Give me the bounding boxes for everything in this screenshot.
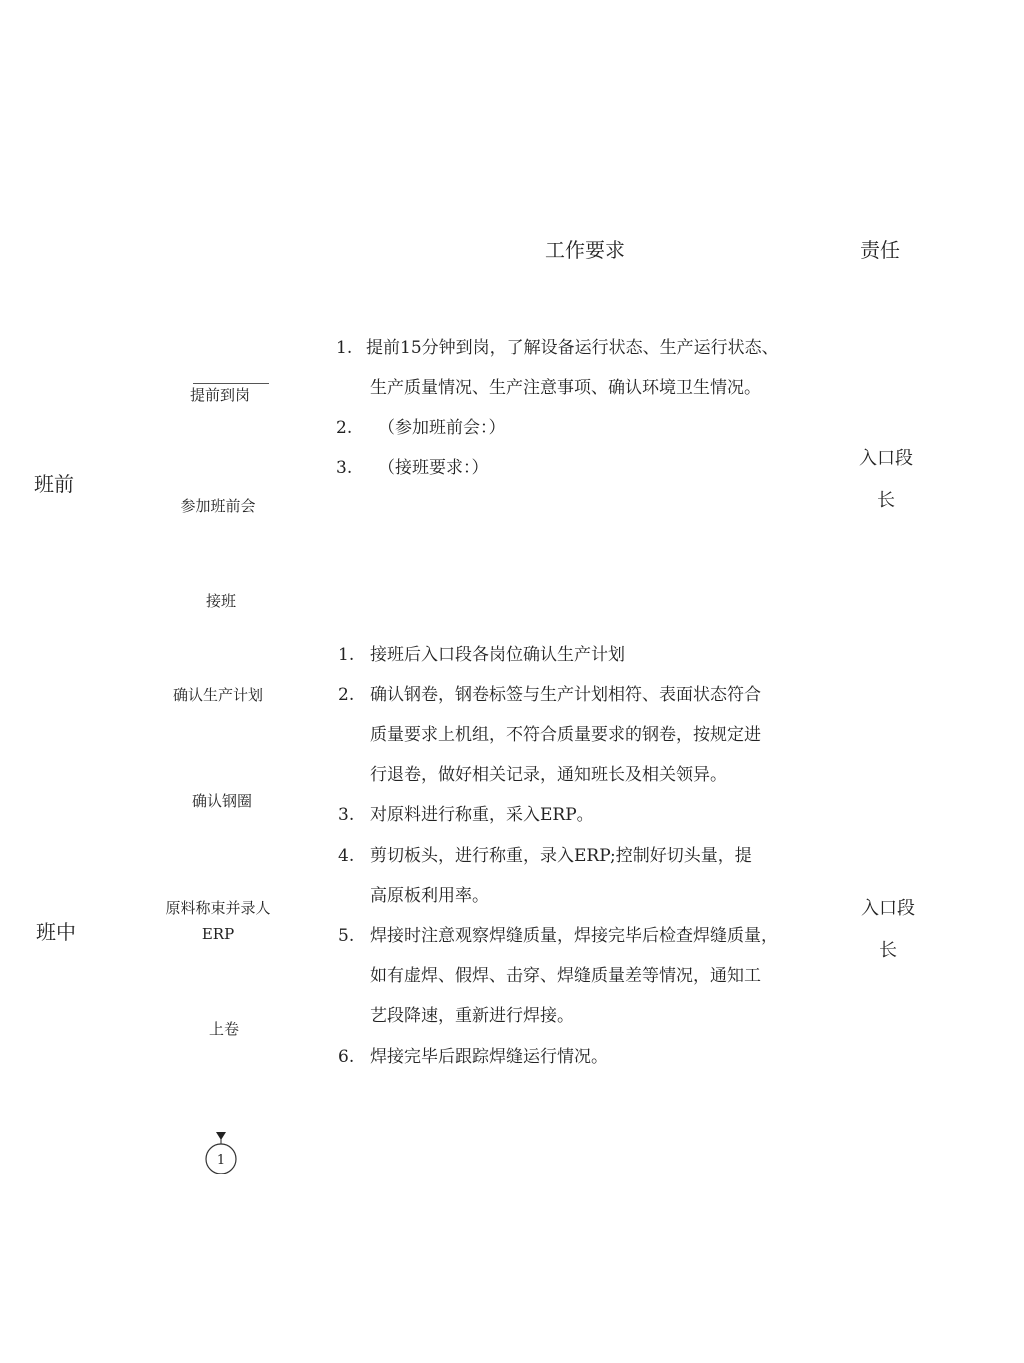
item-text: 剪切板头，进行称重，录入ERP;控制好切头量，提 bbox=[370, 846, 752, 866]
item-text: 接班后入口段各岗位确认生产计划 bbox=[370, 645, 625, 665]
page-connector-icon bbox=[204, 1130, 240, 1174]
item-number: 2. bbox=[336, 418, 353, 438]
item-text: （接班要求：） bbox=[378, 458, 489, 478]
item-number: 2. bbox=[338, 685, 355, 705]
item-text: （参加班前会：） bbox=[378, 418, 506, 438]
step-load-coil: 上卷 bbox=[208, 1020, 239, 1038]
item-number: 5. bbox=[338, 926, 355, 946]
item-text: 艺段降速，重新进行焊接。 bbox=[370, 1006, 574, 1026]
item-text: 质量要求上机组，不符合质量要求的钢卷，按规定进 bbox=[370, 725, 761, 745]
responsible-mid-shift: 入口段长 bbox=[861, 898, 915, 961]
item-text: 如有虚焊、假焊、击穿、焊缝质量差等情况，通知工 bbox=[370, 966, 761, 986]
step-confirm-plan: 确认生产计划 bbox=[172, 686, 263, 704]
item-text: 焊接完毕后跟踪焊缝运行情况。 bbox=[370, 1047, 608, 1067]
responsible-pre-shift: 入口段长 bbox=[859, 448, 913, 511]
responsibility-header: 责任 bbox=[860, 238, 900, 262]
item-text: 焊接时注意观察焊缝质量，焊接完毕后检查焊缝质量， bbox=[370, 926, 778, 946]
item-text: 行退卷，做好相关记录，通知班长及相关领异。 bbox=[370, 765, 727, 785]
item-text: 提前15分钟到岗，了解设备运行状态、生产运行状态、 bbox=[366, 338, 779, 358]
step-pre-shift-meeting: 参加班前会 bbox=[180, 497, 256, 515]
item-number: 3. bbox=[338, 805, 355, 825]
step-arrive-early: 提前到岗 bbox=[189, 386, 250, 404]
item-text: 确认钢卷，钢卷标签与生产计划相符、表面状态符合 bbox=[370, 685, 761, 705]
item-text: 高原板利用率。 bbox=[370, 886, 489, 906]
item-number: 3. bbox=[336, 458, 353, 478]
item-text: 生产质量情况、生产注意事项、确认环境卫生情况。 bbox=[370, 378, 761, 398]
item-number: 1. bbox=[338, 645, 355, 665]
step-take-over-shift: 接班 bbox=[205, 592, 236, 610]
item-number: 1. bbox=[336, 338, 353, 358]
step-weigh-and-record: 原料称束并录人ERP bbox=[165, 899, 271, 943]
phase-pre-shift: 班前 bbox=[34, 472, 74, 496]
connector-label: 1 bbox=[216, 1153, 226, 1168]
requirements-header: 工作要求 bbox=[545, 238, 625, 262]
step-confirm-coil: 确认钢圈 bbox=[191, 792, 252, 810]
item-number: 4. bbox=[338, 846, 355, 866]
phase-mid-shift: 班中 bbox=[36, 920, 76, 944]
item-number: 6. bbox=[338, 1047, 355, 1067]
item-text: 对原料进行称重，采入ERP。 bbox=[370, 805, 594, 825]
